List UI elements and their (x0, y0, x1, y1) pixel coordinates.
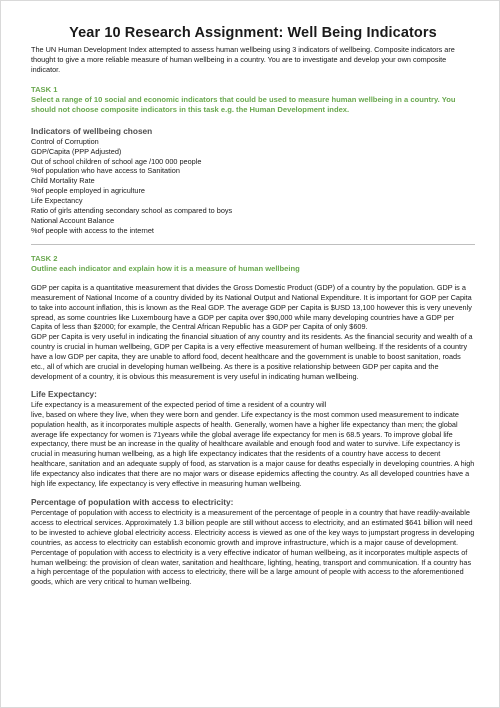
list-item: %of people employed in agriculture (31, 186, 145, 196)
spacer (31, 274, 475, 283)
list-item: Ratio of girls attending secondary school as compared to boys (31, 206, 233, 216)
life-expectancy-line-1: Life expectancy is a measurement of the expected period of time a resident of a country will (31, 399, 327, 409)
list-item: Life Expectancy (31, 196, 83, 206)
section-divider (31, 244, 475, 245)
task1-instruction: Select a range of 10 social and economic indicators that could be used to measure human wellbeing in a country. You should not choose composite indicators in this task e.g. the Human Development index. (31, 94, 456, 114)
page-title: Year 10 Research Assignment: Well Being Indicators (69, 25, 437, 41)
task2-instruction: Outline each indicator and explain how it is a measure of human wellbeing (31, 263, 300, 273)
electricity-heading: Percentage of population with access to electricity: (31, 497, 234, 507)
intro-paragraph: The UN Human Development Index attempted to assess human wellbeing using 3 indicators of wellbeing. Composite indicators are thought to give a more reliable measure of human wellbeing in a country. You are to investigate and develop your own composite indicator. (31, 45, 455, 74)
list-item: National Account Balance (31, 215, 115, 225)
electricity-paragraph-1: Percentage of population with access to electricity is a measurement of the percentage of people in a country that have readily-available access to electrical services. Approximately 1.3 billion people are still without access to electricity, and an estimated $641 billion will need to be invested to achieve global electricity access. Electricity access is viewed as one of the key ways to jumpstart progress in developing countries, as access to electricity can establish economic growth and improve infrastructure, which is a major cause of development. (31, 508, 475, 547)
task2-label: TASK 2 (31, 253, 58, 263)
list-item: %of people with access to the internet (31, 225, 154, 235)
electricity-paragraph-2: Percentage of population with access to electricity is a very effective indicator of human wellbeing, as it incorporates multiple aspects of human wellbeing: the provision of clean water, sanitation and healthcare, lighting, heating, transport and communication. If a country has a high percentage of the population with access to electricity, there will be a large amount of people with access to the aforementioned goods, which are very critical to human wellbeing. (31, 547, 472, 587)
gdp-paragraph-2: GDP per Capita is very useful in indicating the financial situation of any country and its residents. As the financial security and wealth of a country is crucial in human wellbeing, GDP per Capita is a very effective measurement of human wellbeing. If the residents of a country have a low GDP per capita, they are unable to afford food, decent healthcare and the government is unable to boost sanitation, roads etc., all of which are crucial in developing human wellbeing. As there is a positive relationship between GDP per capita and the development of a country, it is obvious this measurement is very useful in indicating human wellbeing. (31, 332, 473, 381)
list-item: Child Mortality Rate (31, 176, 95, 186)
document-body (31, 9, 475, 587)
list-item: Control of Corruption (31, 136, 99, 146)
task1-label: TASK 1 (31, 84, 58, 94)
life-expectancy-paragraph: live, based on where they live, when they were born and gender. Life expectancy is the most common used measurement to indicate population health, as it incorporates multiple aspects of health. Generally, women have a higher life expectancy than men; the global average life expectancy for women is 71years while the global average life expectancy for men is 68.5 years. To improve global life expectancy, there must be an increase in the quality of healthcare available and enough food and water to survive. Life expectancy is crucial in measuring human wellbeing, as a high life expectancy indicates that the residents of a country have access to decent healthcare, sanitation and an adequate supply of food, as starvation is a major cause for deaths especially in developing countries. A high life expectancy also indicates that there are no major wars or disease epidemics affecting the country. As all developed countries have a high life expectancy, life expectancy is very effective in measuring human wellbeing. (31, 409, 475, 489)
list-item: %of population who have access to Sanitation (31, 166, 180, 176)
indicator-list (31, 137, 475, 236)
indicators-heading: Indicators of wellbeing chosen (31, 125, 153, 136)
list-item: GDP/Capita (PPP Adjusted) (31, 146, 122, 156)
gdp-paragraph-1: GDP per capita is a quantitative measurement that divides the Gross Domestic Product (GDP) of a country by the population. GDP is a measurement of National Income of a country divided by its National Output and National Expenditure. It is important for GOP per Capita to take into account inflation, this is known as the Real GDP. The average GDP per Capita is $USD 13,100 however this is very unevenly spread, as some countries like Luxembourg have a GDP per capita over $90,000 while many developing countries have a GDP per Capita of less than $2000; for example, the Central African Republic has a GDP per Capita of only $609. (31, 282, 472, 332)
life-expectancy-heading: Life Expectancy: (31, 388, 97, 399)
list-item: Out of school children of school age /100 000 people (31, 156, 202, 166)
